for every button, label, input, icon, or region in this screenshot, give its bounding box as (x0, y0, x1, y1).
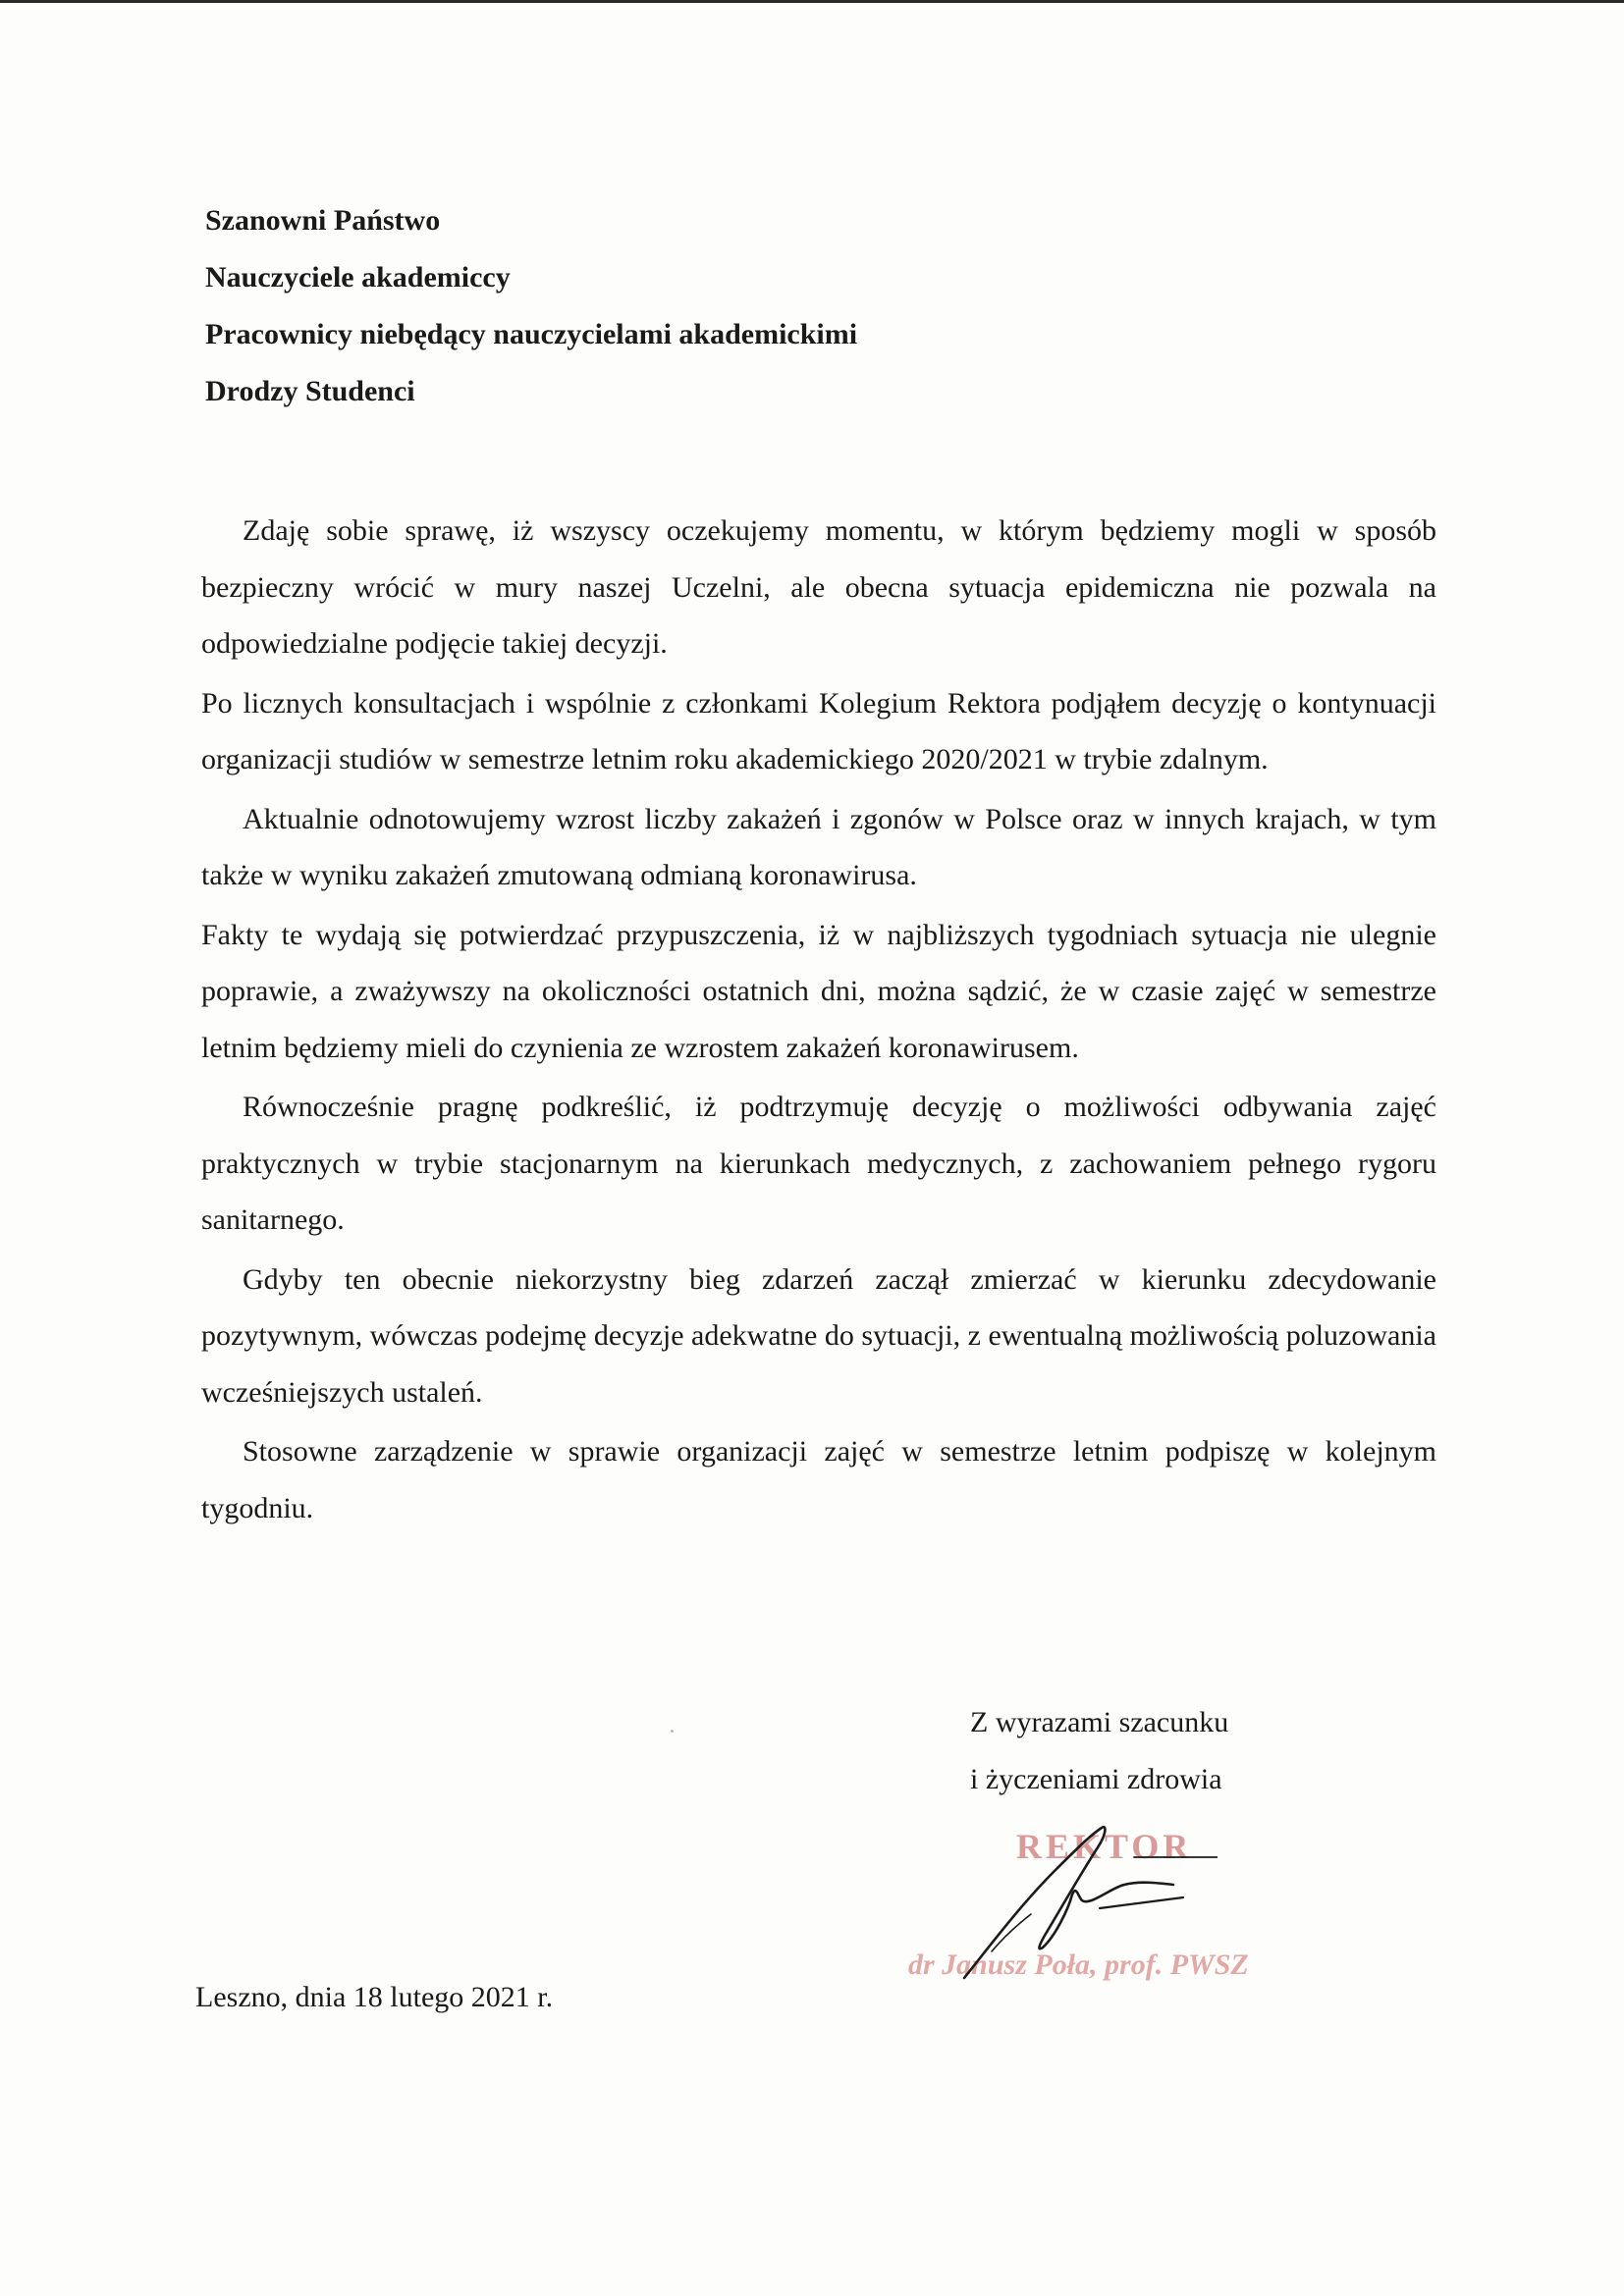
salutation-block (205, 192, 1187, 420)
closing-line: i życzeniami zdrowia (970, 1763, 1222, 1795)
body-paragraph: Zdaję sobie sprawę, iż wszyscy oczekujemy momentu, w którym będziemy mogli w sposób bezpieczny wrócić w mury naszej Uczelni, ale obecna sytuacja epidemiczna nie pozwala na odpowiedzialne podjęcie takiej decyzji. (201, 514, 1436, 660)
stamp-name: dr Janusz Poła, prof. PWSZ (908, 1949, 1249, 1981)
body-paragraph: Fakty te wydają się potwierdzać przypuszczenia, iż w najbliższych tygodniach sytuacja nie ulegnie poprawie, a zważywszy na okoliczności ostatnich dni, można sądzić, że w czasie zajęć w semestrze letnim będziemy mieli do czynienia ze wzrostem zakażeń koronawirusem. (201, 918, 1436, 1064)
salutation-line: Drodzy Studenci (205, 375, 415, 407)
closing-line: Z wyrazami szacunku (970, 1706, 1229, 1738)
handwritten-signature (962, 1816, 1218, 1993)
body-paragraph: Równocześnie pragnę podkreślić, iż podtrzymuję decyzję o możliwości odbywania zajęć praktycznych w trybie stacjonarnym na kierunkach medycznych, z zachowaniem pełnego rygoru sanitarnego. (201, 1091, 1436, 1236)
scan-top-edge (0, 0, 1624, 3)
place-and-date: Leszno, dnia 18 lutego 2021 r. (195, 1981, 554, 2013)
closing-block (970, 1694, 1228, 1808)
body-paragraph: Po licznych konsultacjach i wspólnie z członkami Kolegium Rektora podjąłem decyzję o kontynuacji organizacji studiów w semestrze letnim roku akademickiego 2020/2021 w trybie zdalnym. (201, 686, 1436, 775)
salutation-line: Pracownicy niebędący nauczycielami akademickimi (205, 318, 858, 350)
body-paragraph: Gdyby ten obecnie niekorzystny bieg zdarzeń zaczął zmierzać w kierunku zdecydowanie pozytywnym, wówczas podejmę decyzje adekwatne do sytuacji, z ewentualną możliwością poluzowania wcześniejszych ustaleń. (201, 1262, 1436, 1409)
body-paragraph: Aktualnie odnotowujemy wzrost liczby zakażeń i zgonów w Polsce oraz w innych krajach, w tym także w wyniku zakażeń zmutowaną odmianą koronawirusa. (201, 802, 1436, 891)
body-paragraph: Stosowne zarządzenie w sprawie organizacji zajęć w semestrze letnim podpiszę w kolejnym tygodniu. (201, 1435, 1436, 1524)
stamp-title: REKTOR (1016, 1827, 1193, 1866)
salutation-line: Szanowni Państwo (205, 204, 441, 237)
scan-speck (671, 1730, 674, 1733)
salutation-line: Nauczyciele akademiccy (205, 261, 511, 294)
letter-body (201, 503, 1436, 1539)
